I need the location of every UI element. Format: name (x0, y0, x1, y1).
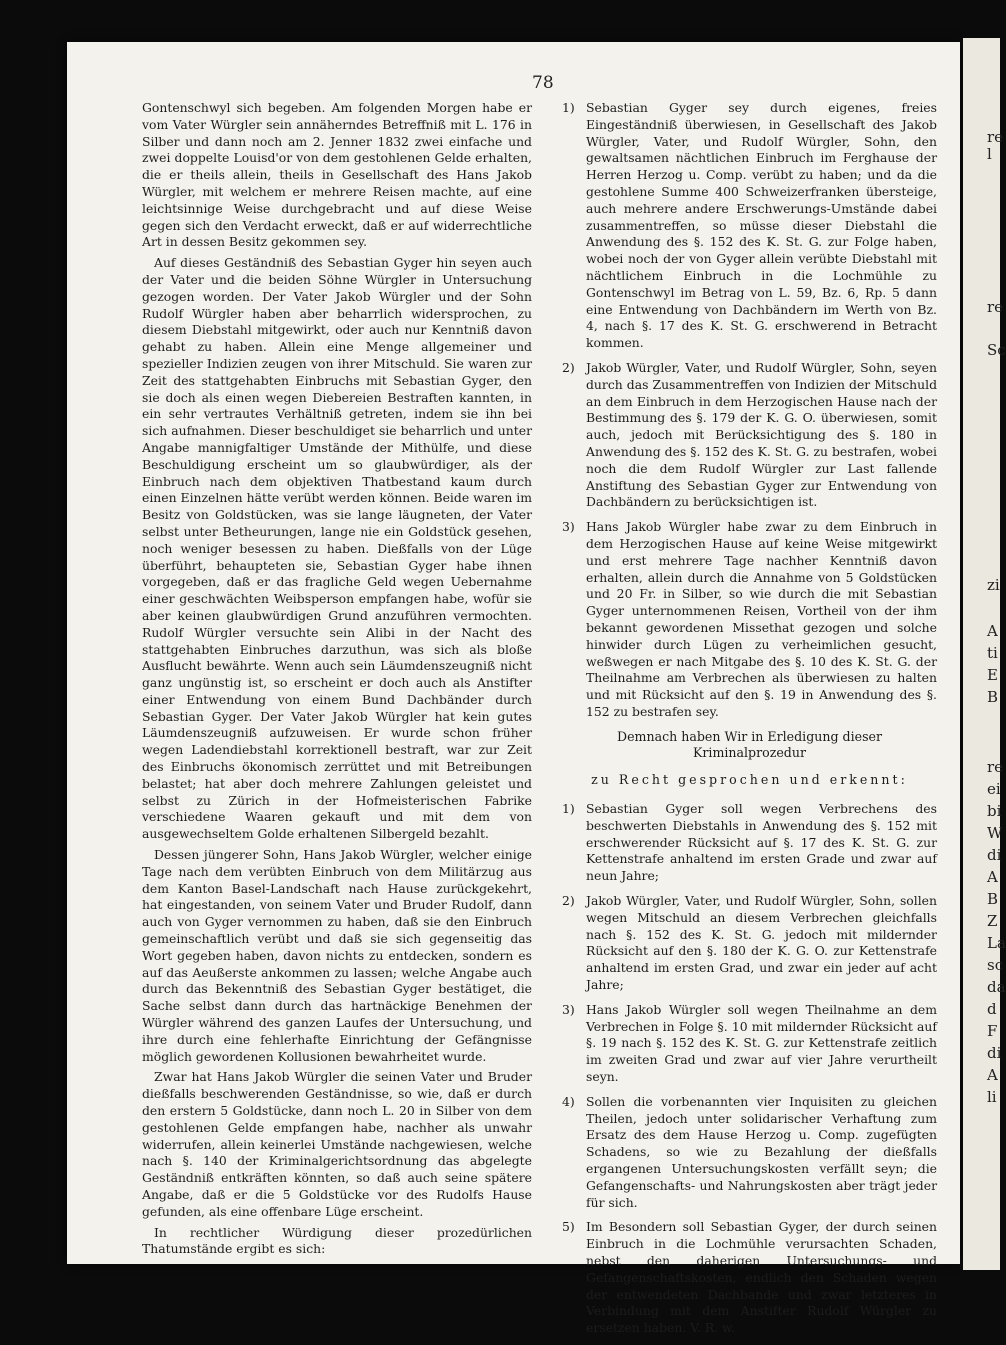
adjacent-page-edge (963, 38, 1006, 1270)
item-text: Hans Jakob Würgler habe zwar zu dem Einbruch in dem Herzogischen Hause auf keine Weise mitgewirkt und erst mehrere Tage nachher Kenntniß davon erhalten, allein durch die Annahme von 5 Goldstücken und 20 Fr. in Silber, so wie durch die mit Sebastian Gyger unternommenen Reisen, Vortheil von der ihm bekannt gewordenen Missethat gezogen und solche hinwider durch Lügen zu verheimlichen gesucht, weßwegen er nach Mitgabe des §. 10 des K. St. G. der Theilnahme am Verbrechen als überwiesen zu halten und mit Rücksicht auf den §. 19 in Anwendung des §. 152 zu bestrafen sey. (586, 519, 937, 719)
paragraph: Auf dieses Geständniß des Sebastian Gyger hin seyen auch der Vater und die beiden Söhne Würgler in Untersuchung gezogen worden. Der Vater Jakob Würgler und der Sohn Rudolf Würgler haben aber beharrlich widersprochen, zu diesem Diebstahl mitgewirkt, oder auch nur Kenntniß davon gehabt zu haben. Allein eine Menge allgemeiner und spezieller Indizien zeugen von ihrer Mitschuld. Sie waren zur Zeit des stattgehabten Einbruchs mit Sebastian Gyger, den sie doch als einen wegen Diebereien Bestraften kannten, in ein sehr vertrautes Verhältniß getreten, indem sie ihn bei sich aufnahmen. Dieser beschuldiget sie beharrlich und unter Angabe mannigfaltiger Umstände der Mithülfe, und diese Beschuldigung erscheint um so glaubwürdiger, als der Einbruch nach dem objektiven Thatbestand kaum durch einen Einzelnen hätte verübt werden können. Beide waren im Besitz von Goldstücken, was sie lange läugneten, der Vater selbst unter Betheurungen, lange nie ein Goldstück gesehen, noch weniger besessen zu haben. Dießfalls von der Lüge überführt, behaupteten sie, Sebastian Gyger habe ihnen vorgegeben, daß er das fragliche Geld wegen Uebernahme einer geschwächten Weibsperson empfangen habe, wofür sie aber keinen glaubwürdigen Grund anzuführen vermochten. Rudolf Würgler versuchte sein Alibi in der Nacht des stattgehabten Einbruches darzuthun, was sich als bloße Ausflucht bewährte. Wenn auch sein Läumdenszeugniß nicht ganz ungünstig ist, so erscheint er doch auch als Anstifter einer Entwendung von einem Bund Dachbänder durch Sebastian Gyger. Der Vater Jakob Würgler hat kein gutes Läumdenszeugniß aufzuweisen. Er wurde schon früher wegen Ladendiebstahl korrektionell bestraft, war zur Zeit des Einbruchs ökonomisch zerrüttet und mit Betreibungen belastet; hat aber doch mehrere Zahlungen geleistet und selbst zu Zürich in der Hofmeisterischen Fabrike verschiedene Waaren gekauft und mit dem von ausgewechseltem Golde erhaltenen Silbergeld bezahlt. (142, 255, 532, 842)
verdict-item (562, 893, 937, 994)
paragraph: Dessen jüngerer Sohn, Hans Jakob Würgler, welcher einige Tage nach dem verübten Einbruch von dem Militärzug aus dem Kanton Basel-Landschaft nach Hause zurückgekehrt, hat eingestanden, von seinem Vater und Bruder Rudolf, dann auch von Gyger vernommen zu haben, daß sie den Einbruch gemeinschaftlich verübt und daß sie sich gegenseitig das Wort gegeben haben, davon nichts zu entdecken, sondern es auf das Aeußerste ankommen zu lassen; welche Angabe auch durch das Bekenntniß des Sebastian Gyger bestätiget, die Sache selbst dann durch das hartnäckige Benehmen der Würgler während des ganzen Laufes der Untersuchung, und ihre durch eine fehlerhafte Einrichtung der Gefängnisse möglich gewordenen Kollusionen bewahrheitet wurde. (142, 847, 532, 1064)
paragraph: Gontenschwyl sich begeben. Am folgenden Morgen habe er vom Vater Würgler sein annäherndes Betreffniß mit L. 176 in Silber und dann noch am 2. Jenner 1832 zwei einfache und zwei doppelte Louisd'or von dem gestohlenen Gelde erhalten, die er theils allein, theils in Gesellschaft des Hans Jakob Würgler, mit welchem er mehrere Reisen machte, auf eine leichtsinnige Weise durchgebracht und auf diese Weise gegen sich den Verdacht erweckt, daß er auf widerrechtliche Art in dessen Besitz gekommen sey. (142, 100, 532, 250)
adjacent-page-fragment: re (987, 298, 1004, 316)
adjacent-page-fragment: l (987, 145, 992, 163)
adjacent-page-fragment: ti (987, 644, 998, 662)
item-text: Jakob Würgler, Vater, und Rudolf Würgler, Sohn, seyen durch das Zusammentreffen von Indizien der Mitschuld an dem Einbruch in dem Herzogischen Hause nach der Bestimmung des §. 179 der K. G. O. überwiesen, somit auch, jedoch mit Berücksichtigung des §. 180 in Anwendung des §. 152 des K. St. G. zu bestrafen, wobei noch die dem Rudolf Würgler zur Last fallende Anstiftung des Sebastian Gyger zur Entwendung von Dachbändern zu berücksichtigen ist. (586, 359, 937, 510)
paragraph: In rechtlicher Würdigung dieser prozedürlichen Thatumstände ergibt es sich: (142, 1224, 532, 1257)
adjacent-page-fragment: re (987, 758, 1004, 776)
verdict-item (562, 1094, 937, 1212)
item-number: 3) (562, 519, 575, 535)
adjacent-page-fragment: A (987, 622, 998, 640)
adjacent-page-fragment: bi (987, 802, 1002, 820)
item-text: Sebastian Gyger sey durch eigenes, freies Eingeständniß überwiesen, in Gesellschaft des Jakob Würgler, Vater, und Rudolf Würgler, Sohn, den gewaltsamen nächtlichen Einbruch im Ferghause der Herren Herzog u. Comp. verübt zu haben; und da die gestohlene Summe 400 Schweizerfranken übersteige, auch mehrere andere Erschwerungs-Umstände dabei zusammentreffen, so müsse dieser Diebstahl die Anwendung des §. 152 des K. St. G. zur Folge haben, wobei noch der von Gyger allein verübte Diebstahl mit nächtlichem Einbruch in die Lochmühle zu Gontenschwyl im Betrag von L. 59, Bz. 6, Rp. 5 dann eine Entwendung von Dachbändern im Werth von Bz. 4, nach §. 17 des K. St. G. erschwerend in Betracht kommen. (586, 100, 937, 351)
adjacent-page-fragment: di (987, 1044, 1002, 1062)
adjacent-page-fragment: di (987, 846, 1002, 864)
finding-item (562, 360, 937, 511)
item-text: Jakob Würgler, Vater, und Rudolf Würgler, Sohn, sollen wegen Mitschuld an diesem Verbrechen gleichfalls nach §. 152 des K. St. G. jedoch mit mildernder Rücksicht auf den §. 180 der K. G. O. zur Kettenstrafe anhaltend im ersten Grad, und zwar ein jeder auf acht Jahre; (586, 893, 937, 993)
adjacent-page-fragment: La (987, 934, 1006, 952)
decree-intro: Demnach haben Wir in Erledigung dieser Kriminalprozedur (616, 728, 883, 761)
adjacent-page-fragment: Sc (987, 341, 1006, 359)
item-text: Sollen die vorbenannten vier Inquisiten zu gleichen Theilen, jedoch unter solidarischer Verhaftung zum Ersatz des dem Hause Herzog u. Comp. zugefügten Schadens, so wie zu Bezahlung der dießfalls ergangenen Untersuchungskosten verfällt seyn; die Gefangenschafts- und Nahrungskosten aber trägt jeder für sich. (586, 1093, 937, 1210)
finding-item (562, 100, 937, 352)
item-text: Hans Jakob Würgler soll wegen Theilnahme an dem Verbrechen in Folge §. 10 mit mildernder Rücksicht auf §. 19 nach §. 152 des K. St. G. zur Kettenstrafe zeitlich im zweiten Grad und zwar auf vier Jahre verurtheilt seyn. (586, 1001, 937, 1085)
item-text: Im Besondern soll Sebastian Gyger, der durch seinen Einbruch in die Lochmühle verursachten Schaden, nebst den daherigen Untersuchungs- und Gefangenschaftskosten, endlich den Schaden wegen der entwendeten Dachbande und zwar letzteres in Verbindung mit dem Anstifter Rudolf Würgler zu ersetzen haben. V. R. w. (586, 1219, 937, 1336)
item-number: 5) (562, 1219, 575, 1235)
adjacent-page-fragment: re (987, 128, 1004, 146)
item-number: 4) (562, 1093, 575, 1109)
right-column (562, 100, 937, 1345)
decree-heading: zu Recht gesprochen und erkennt: (591, 772, 908, 788)
paragraph: Zwar hat Hans Jakob Würgler die seinen Vater und Bruder dießfalls beschwerenden Geständnisse, so wie, daß er durch den erstern 5 Goldstücke, dann noch L. 20 in Silber von dem gestohlenen Gelde empfangen habe, nachher als unwahr widerrufen, allein keinerlei Umstände nachgewiesen, welche nach §. 140 der Kriminalgerichtsordnung das abgelegte Geständniß entkräften könnten, so daß auch seine spätere Angabe, daß er die 5 Goldstücke vor des Rudolfs Hause gefunden, als eine offenbare Lüge erscheint. (142, 1069, 532, 1219)
page-number: 78 (532, 73, 554, 93)
adjacent-page-fragment: E (987, 666, 998, 684)
adjacent-page-fragment: F (987, 1022, 998, 1040)
adjacent-page-fragment: ei (987, 780, 1001, 798)
item-number: 3) (562, 1001, 575, 1017)
adjacent-page-fragment: W (987, 824, 1003, 842)
adjacent-page-fragment: d (987, 1000, 997, 1018)
verdict-item (562, 801, 937, 885)
verdict-item (562, 1219, 937, 1337)
item-number: 2) (562, 893, 575, 909)
adjacent-page-fragment: da (987, 978, 1006, 996)
item-number: 1) (562, 801, 575, 817)
item-number: 2) (562, 359, 575, 375)
adjacent-page-fragment: Z (987, 912, 998, 930)
item-text: Sebastian Gyger soll wegen Verbrechens des beschwerten Diebstahls in Anwendung des §. 152 mit erschwerender Rücksicht auf §. 17 des K. St. G. zur Kettenstrafe anhaltend im ersten Grade und zwar auf neun Jahre; (586, 801, 937, 884)
adjacent-page-fragment: B (987, 688, 999, 706)
verdict-item (562, 1002, 937, 1086)
adjacent-page-fragment: sc (987, 956, 1004, 974)
adjacent-page-fragment: A (987, 1066, 998, 1084)
finding-item (562, 519, 937, 721)
adjacent-page-fragment: zi (987, 576, 1000, 594)
adjacent-page-fragment: li (987, 1088, 997, 1106)
left-column (142, 100, 532, 1262)
item-number: 1) (562, 100, 575, 115)
adjacent-page-fragment: A (987, 868, 998, 886)
adjacent-page-fragment: B (987, 890, 999, 908)
